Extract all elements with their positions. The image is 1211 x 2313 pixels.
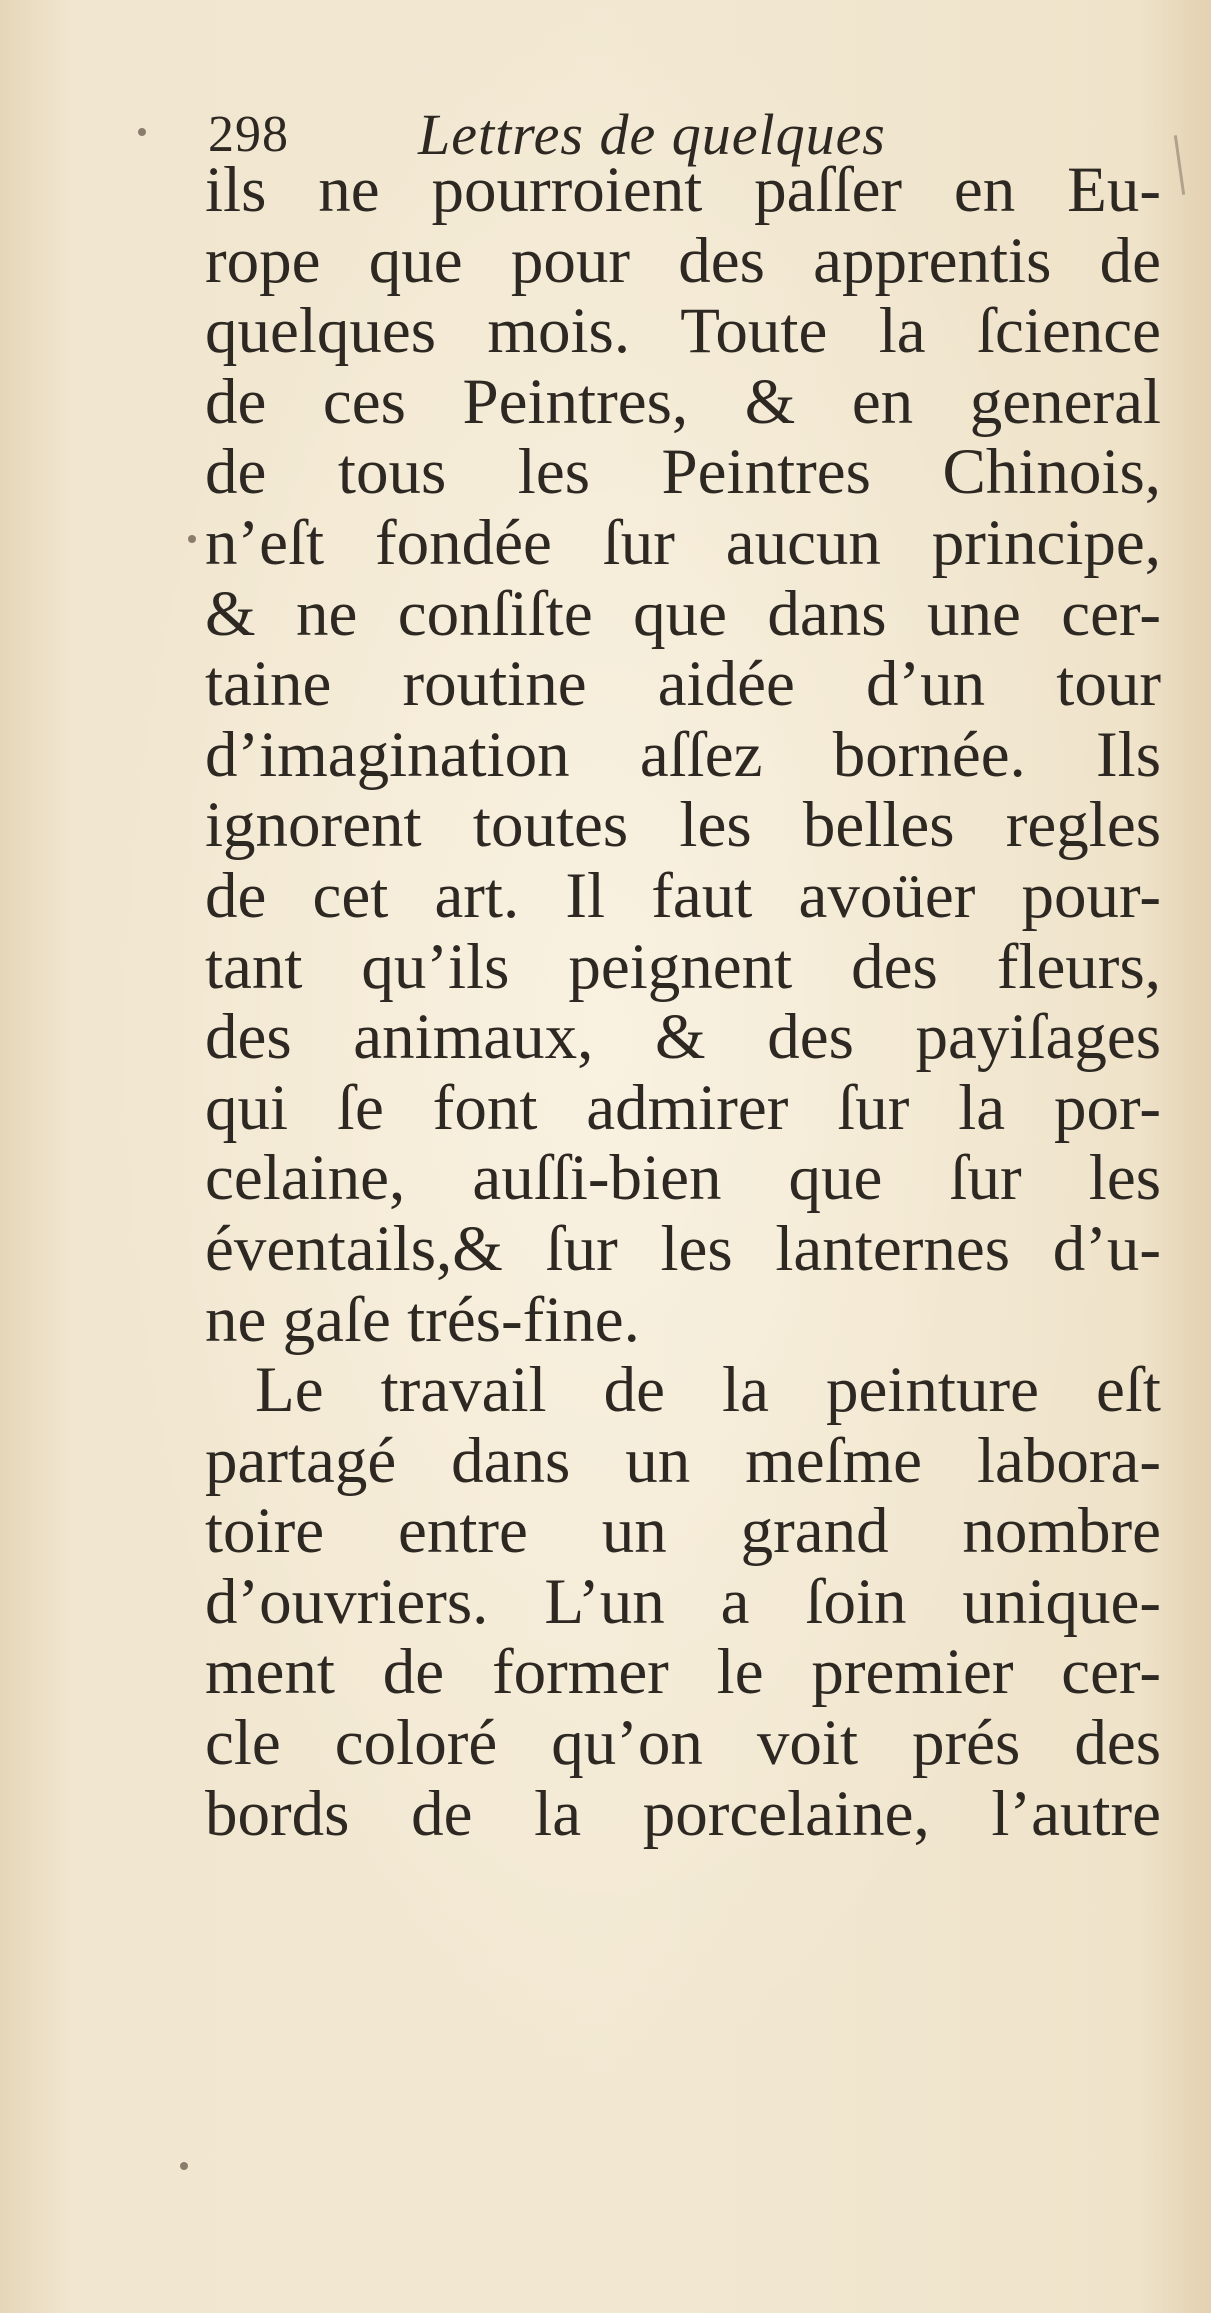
paragraph-1 [205,155,1165,1355]
text-line: éventails,& ſur les lanternes d’u- [205,1212,1161,1285]
text-line: de ces Peintres, & en general [205,365,1161,438]
text-line: ils ne pourroient paſſer en Eu- [205,154,1161,226]
margin-dot [180,2162,188,2170]
text-line: de cet art. Il faut avoüer pour- [205,859,1161,932]
page-edge-mark [1174,135,1185,195]
text-line: toire entre un grand nombre [205,1495,1161,1568]
running-title: Lettres de quelques [418,102,886,167]
text-line: ment de former le premier cer- [205,1636,1161,1709]
margin-dot [188,535,196,543]
body-text [205,155,1165,1849]
text-line: quelques mois. Toute la ſcience [205,295,1161,368]
text-line: cle coloré qu’on voit prés des [205,1707,1161,1780]
text-line: ignorent toutes les belles regles [205,789,1161,862]
text-line: n’eſt fondée ſur aucun principe, [205,506,1161,579]
text-line: qui ſe font admirer ſur la por- [205,1071,1161,1144]
text-line: d’imagination aſſez bornée. Ils [205,718,1161,791]
text-line: partagé dans un meſme labora- [205,1424,1161,1497]
text-line: tant qu’ils peignent des fleurs, [205,930,1161,1003]
text-line: & ne conſiſte que dans une cer- [205,577,1161,650]
text-line: des animaux, & des payiſages [205,1001,1161,1074]
text-line: celaine, auſſi-bien que ſur les [205,1142,1161,1215]
margin-dot [138,128,146,136]
text-line: Le travail de la peinture eſt [255,1354,1161,1427]
text-line: d’ouvriers. L’un a ſoin unique- [205,1565,1161,1638]
text-line: ne gaſe trés-fine. [205,1283,640,1356]
paragraph-2 [205,1355,1165,1849]
text-line: taine routine aidée d’un tour [205,648,1161,721]
text-line: bords de la porcelaine, l’autre [205,1777,1161,1850]
text-line: rope que pour des apprentis de [205,224,1161,297]
page-number: 298 [208,106,289,163]
text-line: de tous les Peintres Chinois, [205,436,1161,509]
